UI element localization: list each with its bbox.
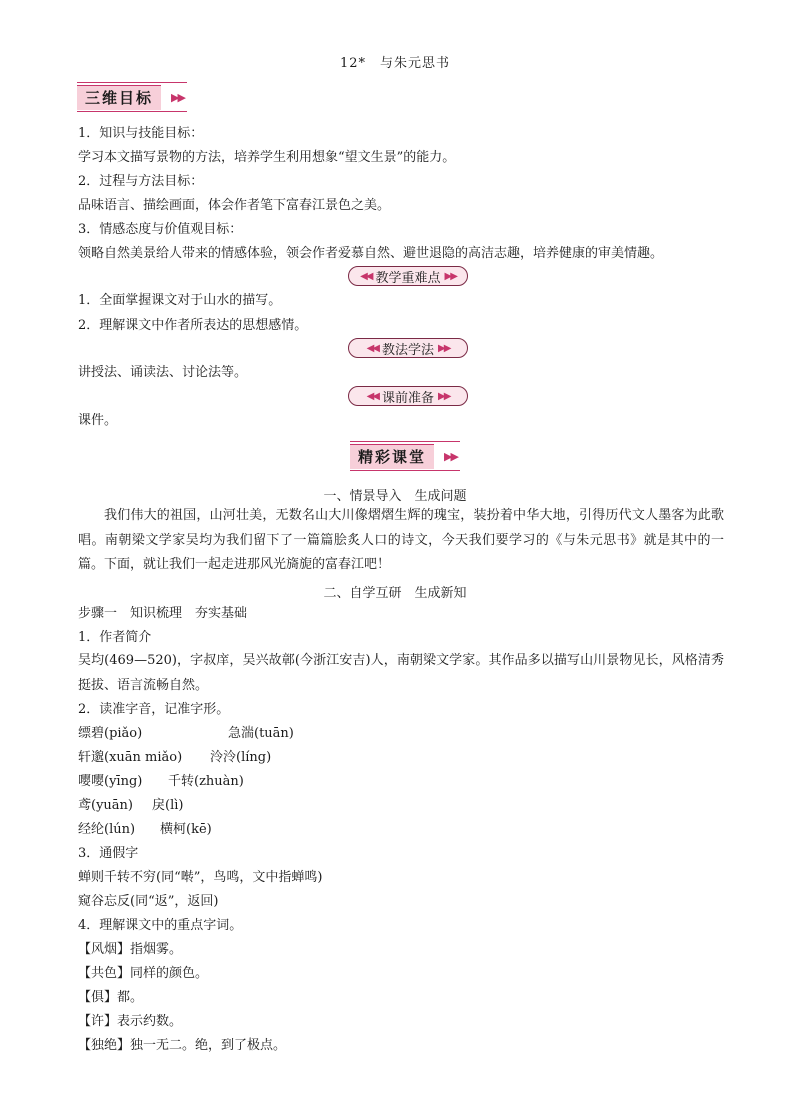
pron-item: 嘤嘤(yīng) [78, 774, 143, 789]
methods-text: 讲授法、诵读法、讨论法等。 [78, 365, 248, 380]
goal-line: 1．知识与技能目标： [78, 126, 204, 141]
vocab-item: 【风烟】指烟雾。 [78, 942, 183, 957]
chevron-right-icon: ▶▶ [444, 270, 456, 282]
methods-label: 教法学法 [381, 342, 434, 358]
pron-item: 千转(zhuàn) [168, 774, 244, 789]
vocab-heading: 4．理解课文中的重点字词。 [78, 918, 243, 933]
prep-text: 课件。 [78, 413, 118, 428]
classroom-header-label: 精彩课堂 [350, 444, 434, 469]
methods-header [348, 338, 468, 358]
chevron-left-icon: ◀◀ [360, 270, 372, 282]
vocab-item: 【独绝】独一无二。绝，到了极点。 [78, 1038, 287, 1053]
goal-line: 品味语言、描绘画面，体会作者笔下富春江景色之美。 [78, 198, 391, 213]
key-points-label: 教学重难点 [375, 270, 441, 286]
vocab-item: 【许】表示约数。 [78, 1014, 183, 1029]
pron-item: 横柯(kē) [160, 822, 212, 837]
tongjia-item: 窥谷忘反(同“返”，返回) [78, 894, 219, 909]
author-heading: 1．作者简介 [78, 630, 152, 645]
vocab-item: 【俱】都。 [78, 990, 144, 1005]
intro-paragraph: 我们伟大的祖国，山河壮美，无数名山大川像熠熠生辉的瑰宝，装扮着中华大地，引得历代文人墨客为此歌唱。南朝梁文学家吴均为我们留下了一篇篇脍炙人口的诗文，今天我们要学习的《与朱元思书》就是其中的一篇。下面，就让我们一起走进那风光旖旎的富春江吧！ [78, 508, 724, 572]
classroom-section-header [350, 443, 460, 469]
goal-line: 3．情感态度与价值观目标： [78, 222, 243, 237]
pron-item: 轩邈(xuān miǎo) [78, 750, 183, 765]
goal-line: 领略自然美景给人带来的情感体验，领会作者爱慕自然、避世退隐的高洁志趣，培养健康的审美情趣。 [78, 246, 664, 261]
goal-line: 学习本文描写景物的方法，培养学生利用想象“望文生景”的能力。 [78, 150, 456, 165]
tongjia-item: 蝉则千转不穷(同“啭”，鸟鸣，文中指蝉鸣) [78, 870, 323, 885]
chevron-right-icon: ▶▶ [438, 342, 450, 354]
part1-title: 一、情景导入 生成问题 [323, 489, 467, 504]
chevron-right-icon: ▶▶ [438, 390, 450, 402]
pron-item: 急湍(tuān) [228, 726, 294, 741]
pron-item: 经纶(lún) [78, 822, 136, 837]
pron-item: 鸢(yuān) [78, 798, 133, 813]
vocab-item: 【共色】同样的颜色。 [78, 966, 209, 981]
prep-header [348, 386, 468, 406]
goals-section-header [77, 84, 187, 110]
chevron-left-icon: ◀◀ [366, 342, 378, 354]
pron-item: 戾(lì) [152, 798, 184, 813]
chevron-left-icon: ◀◀ [366, 390, 378, 402]
part2-title: 二、自学互研 生成新知 [323, 586, 467, 601]
double-arrow-icon: ▶▶ [171, 90, 184, 104]
page-title: 12* 与朱元思书 [339, 56, 451, 71]
step1-heading: 步骤一 知识梳理 夯实基础 [78, 606, 248, 621]
author-paragraph: 吴均(469—520)，字叔庠，吴兴故鄣(今浙江安吉)人，南朝梁文学家。其作品多以描写山川景物见长，风格清秀挺拔、语言流畅自然。 [78, 653, 724, 693]
tongjia-heading: 3．通假字 [78, 846, 139, 861]
key-points-header [348, 266, 468, 286]
goals-header-label: 三维目标 [77, 85, 161, 110]
pron-heading: 2．读准字音，记准字形。 [78, 702, 230, 717]
key-point-line: 2．理解课文中作者所表达的思想感情。 [78, 318, 308, 333]
pron-item: 缥碧(piǎo) [78, 726, 143, 741]
prep-label: 课前准备 [381, 390, 434, 406]
goal-line: 2．过程与方法目标： [78, 174, 204, 189]
pron-item: 泠泠(líng) [210, 750, 272, 765]
key-point-line: 1．全面掌握课文对于山水的描写。 [78, 293, 282, 308]
double-arrow-icon: ▶▶ [444, 449, 457, 463]
